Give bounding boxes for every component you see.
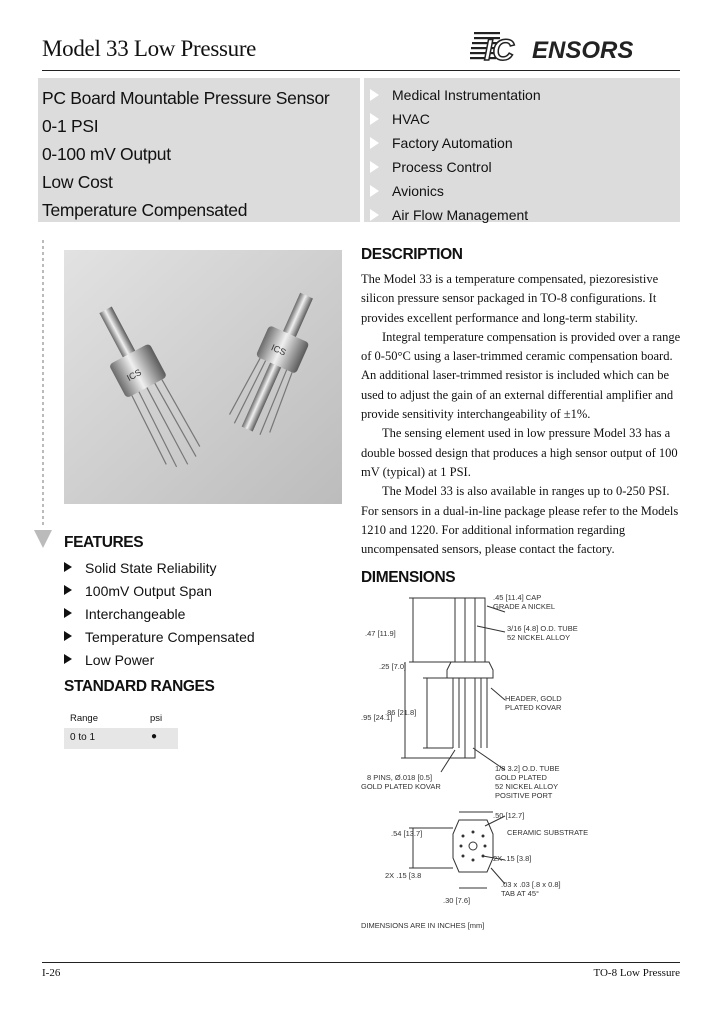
dim-label: TAB AT 45° bbox=[501, 889, 540, 898]
feature-item bbox=[64, 580, 255, 603]
header-outline bbox=[447, 662, 493, 678]
description-paragraph: The Model 33 is also available in ranges up to 0-250 PSI. For sensors in a dual-in-line package please refer to the Models 1210 and 1220. For additional information regarding uncompensated sensors, please contact the factory. bbox=[361, 484, 679, 557]
dim-note: DIMENSIONS ARE IN INCHES [mm] bbox=[361, 921, 485, 930]
dim-label: .54 [13.7] bbox=[391, 829, 423, 838]
bullet-arrow-icon bbox=[64, 631, 72, 641]
spec-line: Temperature Compensated bbox=[42, 200, 248, 220]
dim-label: 2X .15 [3.8 bbox=[385, 871, 422, 880]
spec-line: 0-100 mV Output bbox=[42, 144, 171, 164]
ranges-table-row bbox=[64, 728, 178, 749]
dim-label: .95 [24.1] bbox=[361, 713, 393, 722]
arrow-icon bbox=[370, 89, 379, 101]
application-item bbox=[370, 83, 541, 107]
arrow-icon bbox=[370, 113, 379, 125]
bullet-arrow-icon bbox=[64, 654, 72, 664]
psi-column-header: psi bbox=[150, 713, 163, 724]
feature-label: Solid State Reliability bbox=[85, 560, 217, 576]
spec-list bbox=[42, 84, 329, 224]
ranges-table-header bbox=[70, 713, 178, 724]
dim-label: GRADE A NICKEL bbox=[493, 602, 556, 611]
dim-label: .50 [12.7] bbox=[493, 811, 525, 820]
feature-item bbox=[64, 626, 255, 649]
application-item bbox=[370, 203, 541, 227]
application-label: Medical Instrumentation bbox=[392, 87, 541, 103]
page-number: I-26 bbox=[42, 967, 61, 979]
dim-label: .45 [11.4] CAP bbox=[493, 593, 542, 602]
dim-label: GOLD PLATED KOVAR bbox=[361, 782, 441, 791]
document-title: Model 33 Low Pressure bbox=[42, 36, 257, 61]
bullet-arrow-icon bbox=[64, 608, 72, 618]
bullet-arrow-icon bbox=[64, 562, 72, 572]
dim-label: HEADER, GOLD bbox=[505, 694, 562, 703]
footer-section: TO-8 Low Pressure bbox=[593, 967, 680, 979]
dim-label: 8 PINS, Ø.018 [0.5] bbox=[367, 773, 433, 782]
dim-label: 52 NICKEL ALLOY bbox=[495, 782, 559, 791]
application-label: Process Control bbox=[392, 159, 492, 175]
range-column-header: Range bbox=[70, 713, 98, 724]
dim-label: 1/8 3.2] O.D. TUBE bbox=[495, 764, 560, 773]
dim-label: GOLD PLATED bbox=[495, 773, 547, 782]
top-rule bbox=[42, 70, 680, 71]
logo-prefix: IC bbox=[484, 34, 514, 67]
spec-line: 0-1 PSI bbox=[42, 116, 99, 136]
range-mark: ● bbox=[151, 731, 158, 742]
icsensors-logo bbox=[470, 26, 682, 68]
application-item bbox=[370, 131, 541, 155]
feature-label: Interchangeable bbox=[85, 606, 186, 622]
feature-label: 100mV Output Span bbox=[85, 583, 212, 599]
spec-line: PC Board Mountable Pressure Sensor bbox=[42, 88, 330, 108]
dim-label: CERAMIC SUBSTRATE bbox=[507, 828, 589, 837]
feature-label: Low Power bbox=[85, 652, 155, 668]
dim-label: .86 [21.8] bbox=[385, 708, 417, 717]
description-paragraph: The sensing element used in low pressure Model 33 has a double bossed design that produces a high sensor output of 100 mV (typical) at 1 PSI. bbox=[361, 426, 678, 479]
dim-label: POSITIVE PORT bbox=[495, 791, 553, 800]
spec-line: Low Cost bbox=[42, 172, 113, 192]
dim-label: 2X .15 [3.8] bbox=[493, 854, 532, 863]
applications-list bbox=[370, 83, 541, 227]
feature-item bbox=[64, 603, 255, 626]
feature-label: Temperature Compensated bbox=[85, 629, 255, 645]
footprint-outline bbox=[453, 820, 493, 872]
product-photo bbox=[64, 250, 342, 504]
arrow-icon bbox=[370, 185, 379, 197]
description-body bbox=[361, 270, 683, 559]
dim-label: PLATED KOVAR bbox=[505, 703, 562, 712]
dimensions-heading: DIMENSIONS bbox=[361, 569, 456, 586]
sensor-label: ICS bbox=[269, 342, 288, 358]
range-value: 0 to 1 bbox=[70, 732, 96, 743]
dim-label: .25 [7.0] bbox=[379, 662, 407, 671]
dim-label: 52 NICKEL ALLOY bbox=[507, 633, 571, 642]
application-item bbox=[370, 179, 541, 203]
dotted-guide bbox=[42, 240, 44, 526]
description-paragraph: The Model 33 is a temperature compensated, piezoresistive silicon pressure sensor packaged in TO-8 configurations. It provides excellent performance and long-term stability. bbox=[361, 272, 659, 325]
dim-label: .03 x .03 [.8 x 0.8] bbox=[501, 880, 561, 889]
arrow-icon bbox=[370, 137, 379, 149]
application-item bbox=[370, 107, 541, 131]
dim-label: .30 [7.6] bbox=[443, 896, 471, 905]
features-heading: FEATURES bbox=[64, 534, 144, 551]
section-marker-icon bbox=[34, 530, 52, 548]
cap-outline bbox=[455, 598, 485, 662]
standard-ranges-heading: STANDARD RANGES bbox=[64, 678, 215, 695]
bottom-rule bbox=[42, 962, 680, 963]
application-label: Air Flow Management bbox=[392, 207, 529, 223]
description-heading: DESCRIPTION bbox=[361, 246, 463, 263]
dim-label: 3/16 [4.8] O.D. TUBE bbox=[507, 624, 578, 633]
application-label: Avionics bbox=[392, 183, 444, 199]
sensor-label: ICS bbox=[125, 367, 144, 384]
description-paragraph: Integral temperature compensation is provided over a range of 0-50°C using a laser-trimmed ceramic compensation board. An additional laser-trimmed resistor is included which can be used to adjust the gain of an external differential amplifier and provide sensitivity interchangeability of ±1%. bbox=[361, 329, 681, 422]
application-item bbox=[370, 155, 541, 179]
arrow-icon bbox=[370, 161, 379, 173]
logo-suffix: ENSORS bbox=[532, 37, 634, 64]
application-label: Factory Automation bbox=[392, 135, 513, 151]
dim-label: .47 [11.9] bbox=[365, 629, 396, 638]
bullet-arrow-icon bbox=[64, 585, 72, 595]
application-label: HVAC bbox=[392, 111, 430, 127]
arrow-icon bbox=[370, 209, 379, 221]
dimensions-drawing bbox=[355, 588, 685, 933]
feature-item bbox=[64, 557, 255, 580]
feature-item bbox=[64, 649, 255, 672]
features-list bbox=[64, 557, 255, 672]
